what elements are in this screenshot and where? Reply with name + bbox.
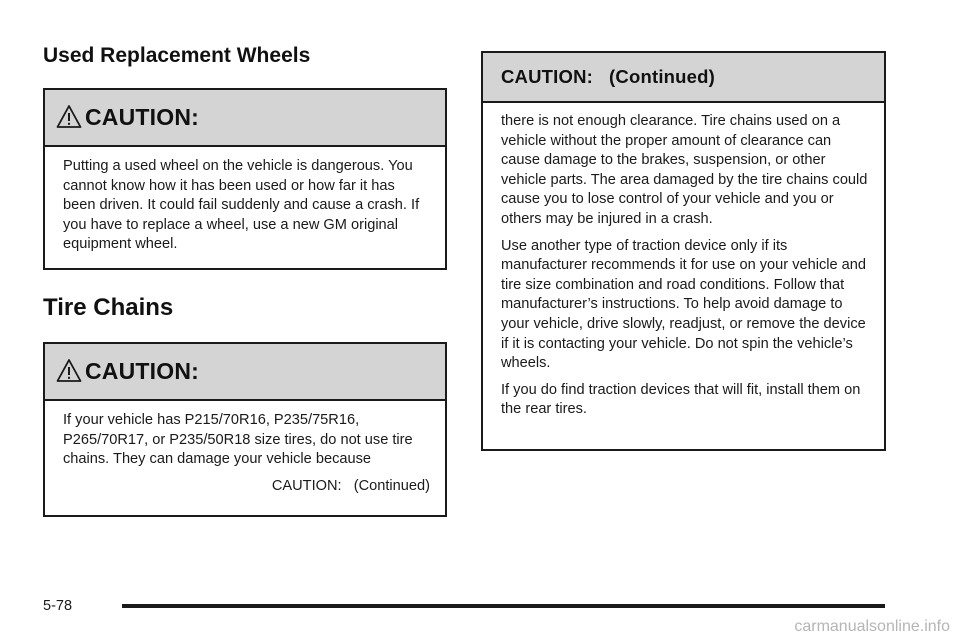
caution-header	[45, 344, 445, 401]
warning-triangle-icon	[56, 358, 82, 384]
watermark: carmanualsonline.info	[794, 618, 950, 635]
warning-triangle-icon	[56, 104, 82, 130]
caution-header	[45, 90, 445, 147]
caution-continued-title: CAUTION: (Continued)	[501, 66, 716, 87]
caution-box-continued	[481, 51, 886, 451]
caution-paragraph: If you do find traction devices that will fit, install them on the rear tires.	[501, 381, 861, 418]
caution-box-used-wheels	[43, 88, 447, 270]
caution-continued-label: CAUTION: (Continued)	[271, 477, 430, 494]
caution-header	[483, 53, 884, 103]
heading-used-replacement-wheels: Used Replacement Wheels	[43, 44, 311, 67]
caution-text: Putting a used wheel on the vehicle is dangerous. You cannot know how it has been used or how far it has been driven. It could fail suddenly and cause a crash. If you have to replace a wheel, use a new GM original equipment wheel.	[63, 158, 420, 253]
caution-text: If your vehicle has P215/70R16, P235/75R16, P265/70R17, or P235/50R18 size tires, do not use tire chains. They can damage your vehicle because	[63, 412, 413, 468]
caution-body	[483, 103, 884, 420]
page-number: 5-78	[43, 598, 73, 614]
caution-box-tire-chains	[43, 342, 447, 517]
caution-paragraph: Use another type of traction device only if its manufacturer recommends it for use on your vehicle and tire size combination and road conditions. Follow that manufacturer’s instructions. To help avoid damage to your vehicle, drive slowly, readjust, or remove the device if it is contacting your vehicle. Do not spin the vehicle’s wheels.	[501, 237, 867, 372]
caution-title: CAUTION:	[85, 104, 200, 130]
caution-paragraph: there is not enough clearance. Tire chains used on a vehicle without the proper amount of clearance can cause damage to the brakes, suspension, or other vehicle parts. The area damaged by the tire chains could cause you to lose control of your vehicle and you or others may be injured in a crash.	[501, 113, 868, 227]
caution-body	[45, 147, 445, 255]
heading-tire-chains: Tire Chains	[43, 294, 174, 321]
caution-body	[45, 401, 445, 496]
footer-rule	[122, 604, 885, 608]
caution-title: CAUTION:	[85, 358, 200, 384]
